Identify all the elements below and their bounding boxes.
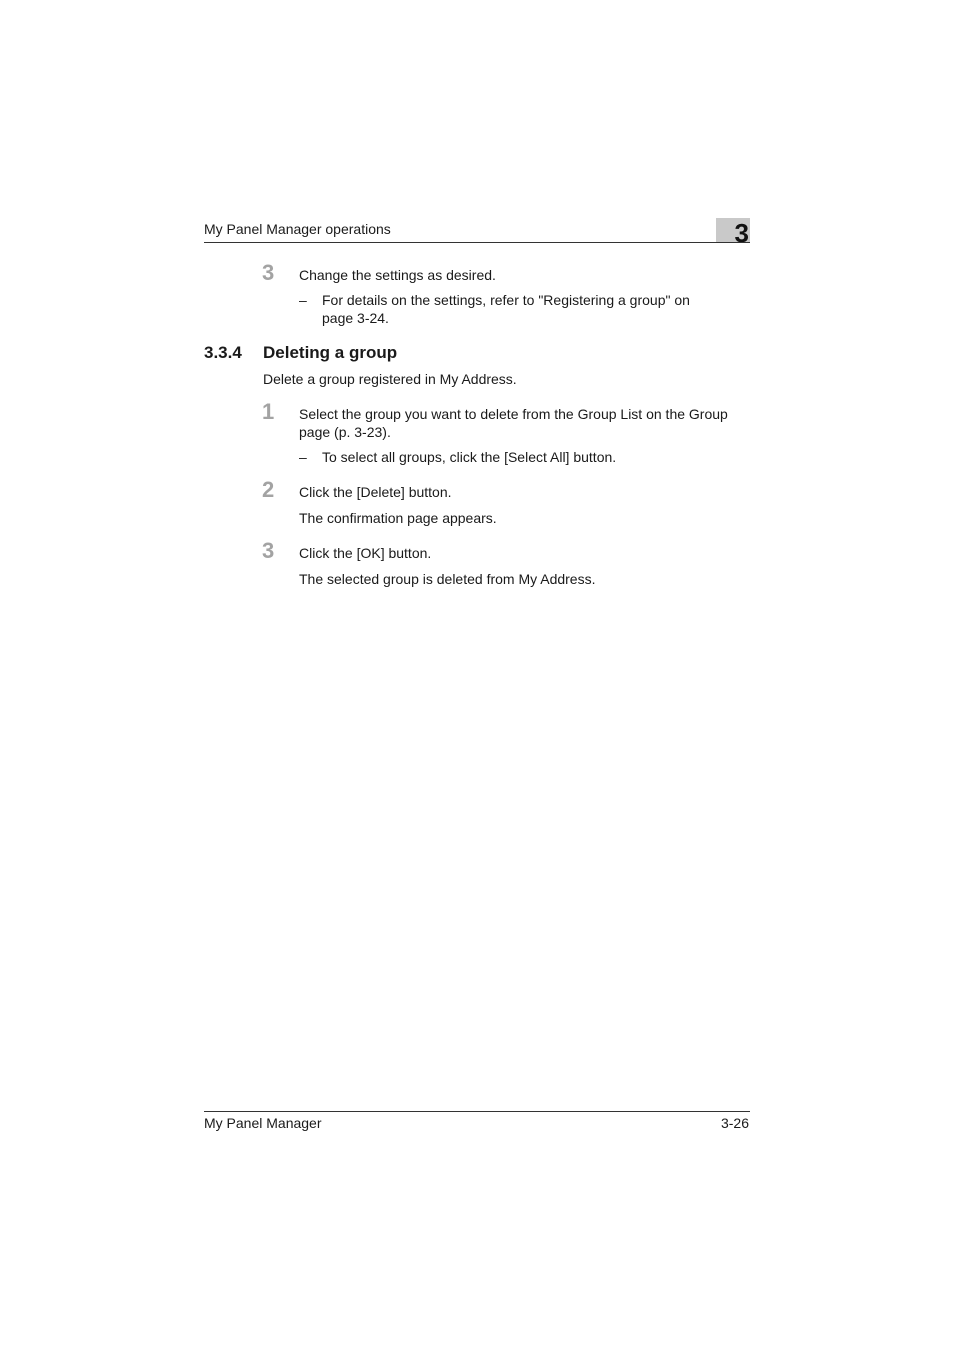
footer-manual-title: My Panel Manager [204,1115,322,1131]
chapter-tab [716,218,750,248]
header-divider [204,242,750,243]
step-text: Change the settings as desired. [299,267,496,283]
step-result: The confirmation page appears. [299,510,497,526]
bullet-dash: – [299,292,307,308]
step-number: 2 [262,477,275,502]
step-text: Select the group you want to delete from the Group List on the Group page (p. 3-23). [299,406,728,440]
step-number: 1 [262,399,275,424]
footer-divider [204,1111,750,1112]
bullet-dash: – [299,449,307,465]
step-result: The selected group is deleted from My Address. [299,571,596,587]
step-number: 3 [262,260,275,285]
running-header-title: My Panel Manager operations [204,221,391,237]
step-text: Click the [OK] button. [299,545,432,561]
section-intro: Delete a group registered in My Address. [263,371,517,387]
chapter-number: 3 [734,218,749,248]
step-number: 3 [262,538,275,563]
page-number: 3-26 [720,1115,749,1131]
section-number: 3.3.4 [204,343,242,362]
bullet-text: To select all groups, click the [Select All] button. [322,449,617,465]
bullet-text: For details on the settings, refer to "Registering a group" on page 3-24. [322,292,690,326]
section-title: Deleting a group [263,343,398,362]
step-text: Click the [Delete] button. [299,484,452,500]
